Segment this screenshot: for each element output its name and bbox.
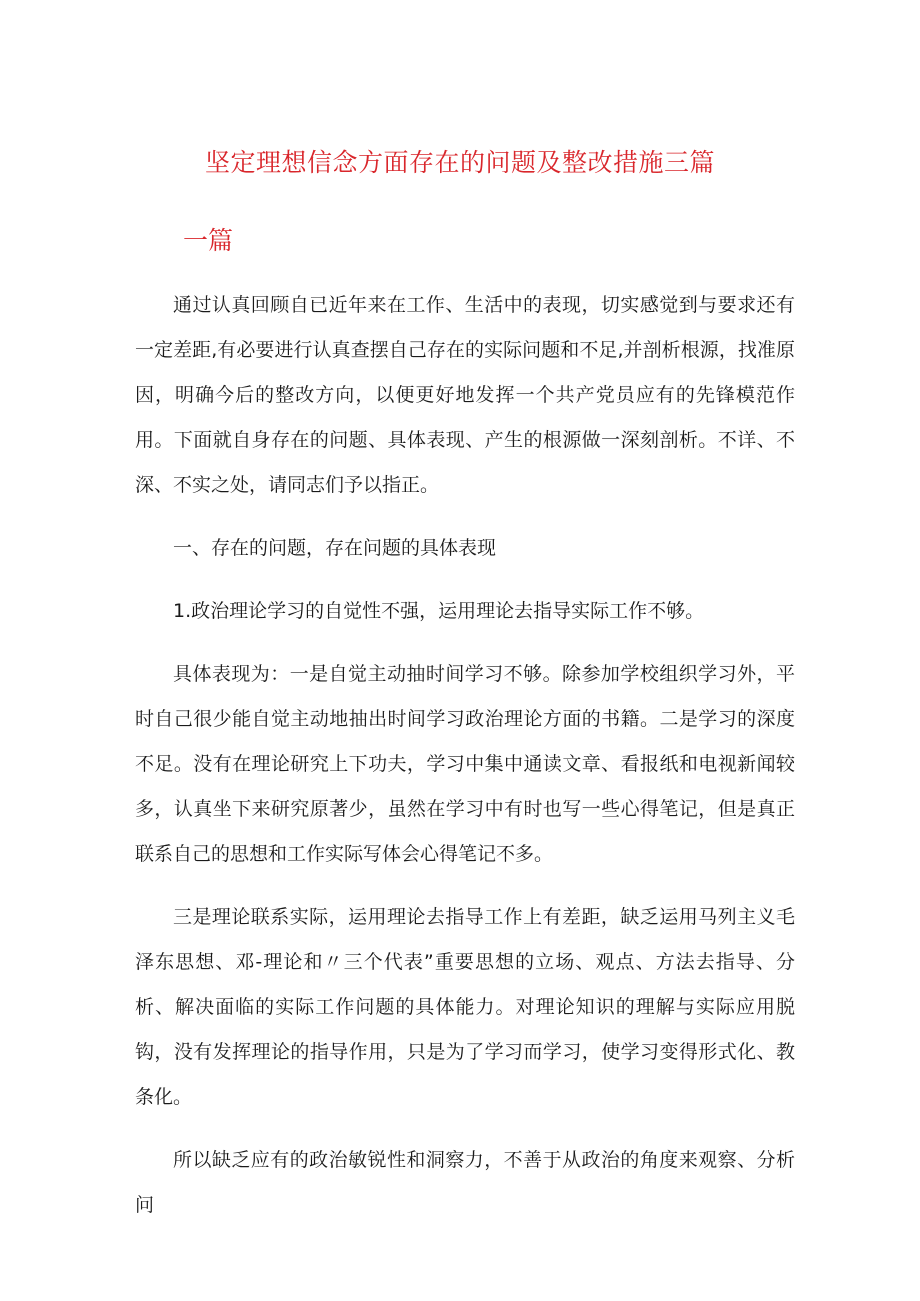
section-heading: 一篇	[183, 226, 234, 255]
paragraph-item-one: 1.政治理论学习的自觉性不强，运用理论去指导实际工作不够。	[173, 600, 705, 622]
paragraph-intro: 通过认真回顾自已近年来在工作、生活中的表现，切实感觉到与要求还有一定差距,有必要进行认真查摆自己存在的实际问题和不足,并剖析根源，找准原因，明确今后的整改方向，以便更好地发挥一个共产党员应有的先锋模范作用。下面就自身存在的问题、具体表现、产生的根源做一深刻剖析。不详、不深、不实之处，请同志们予以指正。	[135, 294, 795, 496]
paragraph-theory-practice: 三是理论联系实际，运用理论去指导工作上有差距，缺乏运用马列主义毛泽东思想、邓-理论和〃三个代表”重要思想的立场、观点、方法去指导、分析、解决面临的实际工作问题的具体能力。对理论知识的理解与实际应用脱钩，没有发挥理论的指导作用，只是为了学习而学习，使学习变得形式化、教条化。	[135, 906, 795, 1108]
paragraph-specifics: 具体表现为：一是自觉主动抽时间学习不够。除参加学校组织学习外，平时自己很少能自觉主动地抽出时间学习政治理论方面的书籍。二是学习的深度不足。没有在理论研究上下功夫，学习中集中通读文章、看报纸和电视新闻较多，认真坐下来研究原著少，虽然在学习中有时也写一些心得笔记，但是真正联系自己的思想和工作实际写体会心得笔记不多。	[135, 663, 795, 865]
paragraph-political-sensitivity: 所以缺乏应有的政治敏锐性和洞察力，不善于从政治的角度来观察、分析问	[135, 1149, 795, 1216]
document-body	[135, 283, 795, 1246]
document-title: 坚定理想信念方面存在的问题及整改措施三篇	[204, 148, 715, 177]
paragraph-section-one: 一、存在的问题，存在问题的具体表现	[173, 537, 497, 559]
